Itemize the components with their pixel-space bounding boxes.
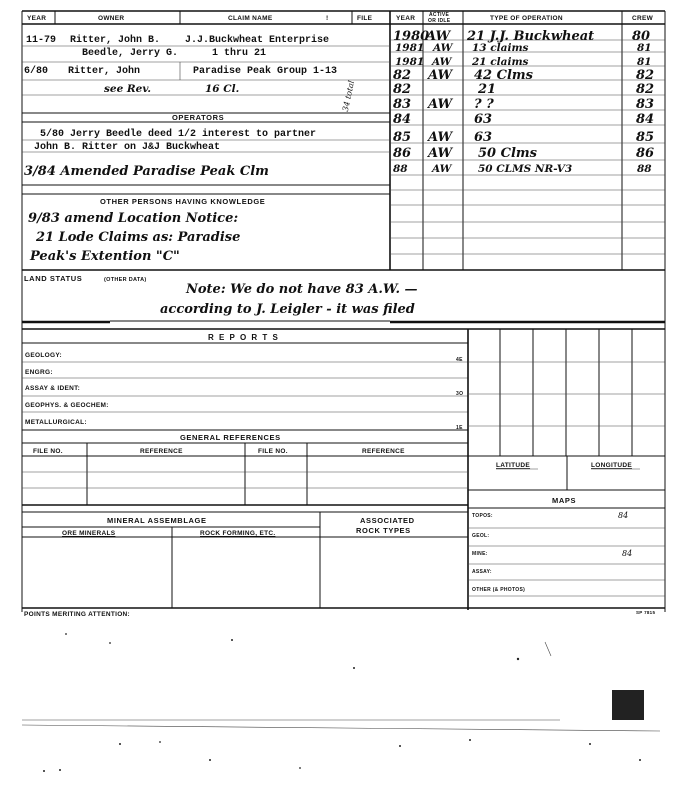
mineral-heading: MINERAL ASSEMBLAGE <box>107 516 207 525</box>
maps-mine: MINE: <box>472 551 488 557</box>
activity-status: AW <box>433 42 453 54</box>
owner-handwritten-total: 34 total <box>340 79 357 113</box>
land-status-section <box>24 274 418 317</box>
operators-row-1: 5/80 Jerry Beedle deed 1/2 interest to partner <box>40 129 317 140</box>
activity-row <box>393 146 654 161</box>
report-geophys: GEOPHYS. & GEOCHEM: <box>25 402 109 409</box>
owner-row-1-year: 11-79 <box>26 35 57 46</box>
activity-operation: 63 <box>474 112 493 127</box>
activity-crew: 83 <box>636 97 655 112</box>
report-assay: ASSAY & IDENT: <box>25 385 81 392</box>
header-claim-name: CLAIM NAME <box>228 15 273 22</box>
activity-year: 1980 <box>393 29 430 44</box>
land-status-note-2: according to J. Leigler - it was filed <box>160 302 415 317</box>
activity-crew: 85 <box>636 130 655 145</box>
header-year: YEAR <box>27 15 47 22</box>
activity-crew: 81 <box>637 56 652 68</box>
operators-row-2: John B. Ritter on J&J Buckwheat <box>34 142 221 153</box>
header-or-idle: OR IDLE <box>428 18 451 24</box>
land-status-label: LAND STATUS <box>24 274 83 283</box>
longitude-label: LONGITUDE <box>591 462 632 469</box>
activity-operation: 50 CLMS NR-V3 <box>478 163 573 175</box>
activity-year: 85 <box>393 130 412 145</box>
operators-section <box>24 113 316 179</box>
owner-row-3-claim: Paradise Peak Group 1-13 <box>193 66 338 77</box>
header-active: ACTIVE <box>429 12 450 18</box>
maps-heading: MAPS <box>552 496 577 505</box>
ref-col-reference-1: REFERENCE <box>140 448 183 455</box>
header-year-2: YEAR <box>396 15 416 22</box>
maps-other: OTHER (& PHOTOS) <box>472 587 526 593</box>
other-persons-heading: OTHER PERSONS HAVING KNOWLEDGE <box>100 197 266 206</box>
activity-status: AW <box>428 130 453 145</box>
ref-col-file-no-1: FILE NO. <box>33 448 63 455</box>
owner-row-3-owner: Ritter, John <box>68 66 141 77</box>
owner-row-2-claim: 1 thru 21 <box>212 48 267 59</box>
general-references-section <box>33 433 405 455</box>
other-persons-section <box>28 197 265 264</box>
maps-assay: ASSAY: <box>472 569 492 575</box>
rock-forming-label: ROCK FORMING, ETC. <box>200 530 276 537</box>
latitude-label: LATITUDE <box>496 462 531 469</box>
activity-status: AW <box>428 68 453 83</box>
activity-crew: 82 <box>636 82 655 97</box>
owner-row-2-owner: Beedle, Jerry G. <box>82 48 179 59</box>
owner-rows <box>24 34 356 112</box>
coords-maps-section <box>472 462 640 593</box>
activity-log <box>393 29 654 175</box>
owner-row-1-owner: Ritter, John B. <box>70 35 161 46</box>
header-bar: ! <box>326 15 329 22</box>
owner-handwritten-owner: see Rev. <box>104 83 152 95</box>
ref-col-file-no-2: FILE NO. <box>258 448 288 455</box>
activity-status: AW <box>426 29 451 44</box>
maps-mark-topos: 84 <box>618 511 629 520</box>
header-owner: OWNER <box>98 15 125 22</box>
activity-year: 82 <box>393 68 412 83</box>
activity-status: AW <box>428 97 453 112</box>
points-meriting-attention: POINTS MERITING ATTENTION: <box>24 611 131 618</box>
owner-handwritten-claim: 16 Cl. <box>205 83 240 95</box>
activity-year: 1981 <box>395 56 425 68</box>
report-engrg: ENGRG: <box>25 369 53 376</box>
activity-operation: 50 Clms <box>478 146 537 161</box>
activity-crew: 84 <box>636 112 655 127</box>
form-code: SP 7815 <box>636 610 656 615</box>
activity-year: 84 <box>393 112 412 127</box>
associated-label: ASSOCIATED <box>360 516 415 525</box>
scan-noise <box>22 633 660 772</box>
report-code-3: 1E <box>456 425 463 431</box>
owner-row-1-claim: J.J.Buckwheat Enterprise <box>185 35 330 46</box>
activity-crew: 82 <box>636 68 655 83</box>
header-row <box>27 12 654 24</box>
activity-year: 82 <box>393 82 412 97</box>
ore-minerals-label: ORE MINERALS <box>62 530 116 537</box>
activity-crew: 86 <box>636 146 655 161</box>
maps-topos: TOPOS: <box>472 513 493 519</box>
header-type-of-operation: TYPE OF OPERATION <box>490 15 563 22</box>
report-geology: GEOLOGY: <box>25 352 62 359</box>
operators-heading: OPERATORS <box>172 113 225 122</box>
reports-section <box>25 333 463 431</box>
general-references-heading: GENERAL REFERENCES <box>180 433 281 442</box>
activity-operation: 21 J.J. Buckwheat <box>467 29 595 44</box>
reports-heading: R E P O R T S <box>208 333 280 342</box>
maps-mark-mine: 84 <box>622 549 633 558</box>
header-crew: CREW <box>632 15 654 22</box>
land-status-note-1: Note: We do not have 83 A.W. — <box>186 282 418 297</box>
reports-grid-lines <box>22 329 665 610</box>
activity-row <box>393 68 654 83</box>
report-code-1: 4E <box>456 357 463 363</box>
activity-operation: 21 claims <box>472 56 529 68</box>
activity-operation: 13 claims <box>472 42 529 54</box>
report-metallurgical: METALLURGICAL: <box>25 419 87 426</box>
activity-year: 86 <box>393 146 412 161</box>
activity-status: AW <box>432 163 452 175</box>
footer <box>24 610 655 618</box>
activity-year: 1981 <box>395 42 425 54</box>
activity-crew: 88 <box>637 163 652 175</box>
report-code-2: 3O <box>456 391 464 397</box>
activity-status: AW <box>432 56 452 68</box>
operators-row-3-handwritten: 3/84 Amended Paradise Peak Clm <box>24 164 269 179</box>
activity-row <box>393 163 652 175</box>
rock-types-label: ROCK TYPES <box>356 526 411 535</box>
other-persons-line-3: Peak's Extention "C" <box>30 249 180 264</box>
activity-operation: 63 <box>474 130 493 145</box>
activity-year: 83 <box>393 97 412 112</box>
ref-col-reference-2: REFERENCE <box>362 448 405 455</box>
activity-crew: 81 <box>637 42 652 54</box>
activity-crew: 80 <box>632 29 651 44</box>
other-persons-line-1: 9/83 amend Location Notice: <box>28 211 239 226</box>
activity-operation: 42 Clms <box>474 68 533 83</box>
activity-operation: 21 <box>478 82 497 97</box>
activity-operation: ? ? <box>474 97 494 112</box>
maps-geol: GEOL: <box>472 533 490 539</box>
owner-row-3-year: 6/80 <box>24 66 49 77</box>
activity-status: AW <box>428 146 453 161</box>
other-persons-line-2: 21 Lode Claims as: Paradise <box>36 230 241 245</box>
header-file: FILE <box>357 15 373 22</box>
land-status-sub: (OTHER DATA) <box>104 277 147 283</box>
activity-year: 88 <box>393 163 408 175</box>
